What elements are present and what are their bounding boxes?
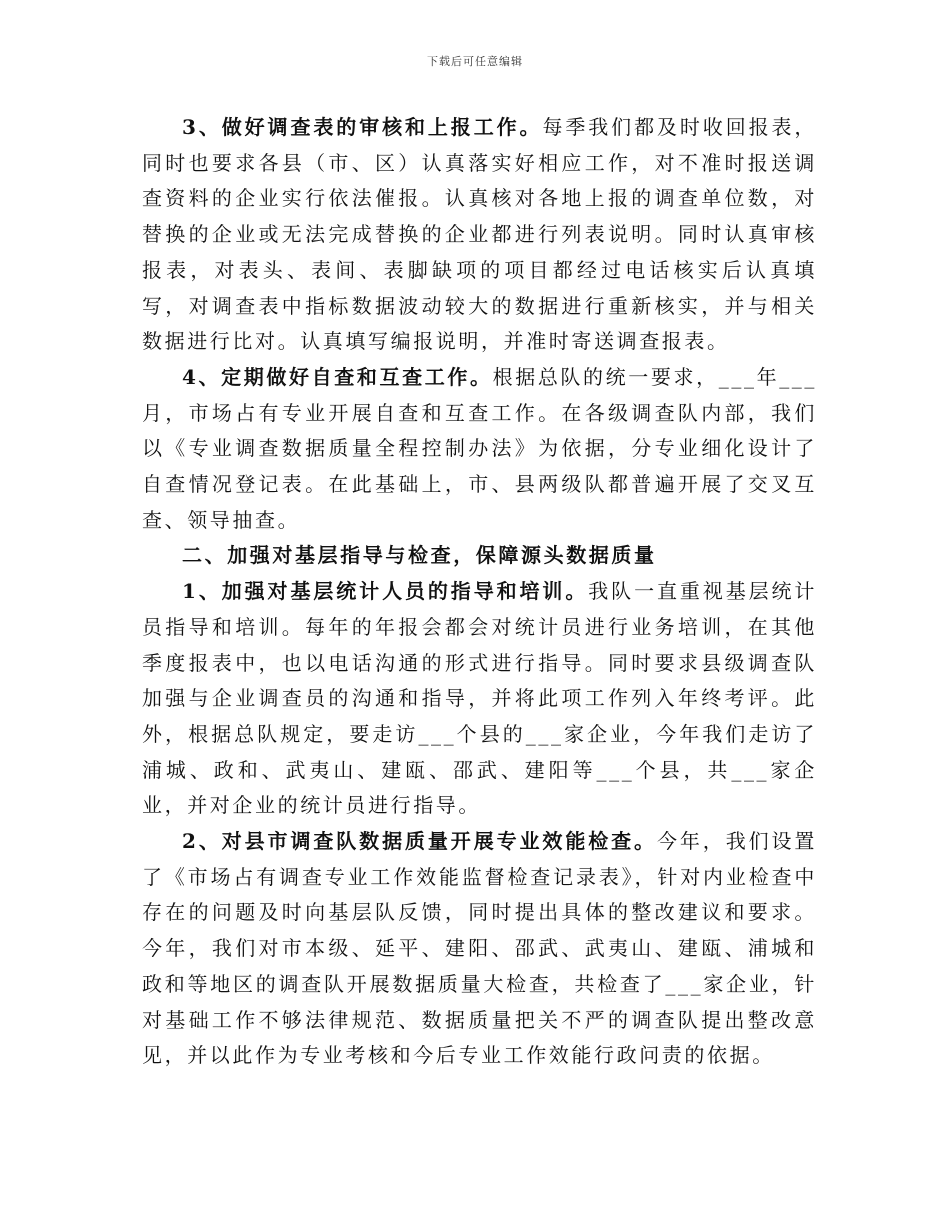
paragraph-text: 每季我们都及时收回报表，同时也要求各县（市、区）认真落实好相应工作，对不准时报送调查资料的企业实行依法催报。认真核对各地上报的调查单位数，对替换的企业或无法完成替换的企业都进行列表说明。同时认真审核报表，对表头、表间、表脚缺项的项目都经过电话核实后认真填写，对调查表中指标数据波动较大的数据进行重新核实，并与相关数据进行比对。认真填写编报说明，并准时寄送调查报表。 [142,115,818,354]
paragraph-text: 根据总队的统一要求，___年___月，市场占有专业开展自查和互查工作。在各级调查队内部，我们以《专业调查数据质量全程控制办法》为依据，分专业细化设计了自查情况登记表。在此基础上，市、县两级队都普遍开展了交叉互查、领导抽查。 [142,364,817,532]
paragraph-text: 今年，我们设置了《市场占有调查专业工作效能监督检查记录表》，针对内业检查中存在的问题及时向基层队反馈，同时提出具体的整改建议和要求。今年，我们对市本级、延平、建阳、邵武、武夷山、建瓯、浦城和政和等地区的调查队开展数据质量大检查，共检查了___家企业，针对基础工作不够法律规范、数据质量把关不严的调查队提出整改意见，并以此作为专业考核和今后专业工作效能行政问责的依据。 [142,829,818,1068]
paragraph-efficiency-check [142,824,817,1074]
paragraph-heading: 3、做好调查表的审核和上报工作。 [182,115,543,139]
paragraph-self-check [142,360,817,539]
paragraph-heading: 2、对县市调查队数据质量开展专业效能检查。 [182,829,657,854]
paragraph-heading: 4、定期做好自查和互查工作。 [182,364,493,389]
document-body [142,110,817,1074]
section-heading-grassroots [142,538,817,574]
paragraph-text: 我队一直重视基层统计员指导和培训。每年的年报会都会对统计员进行业务培训，在其他季度报表中，也以电话沟通的形式进行指导。同时要求县级调查队加强与企业调查员的沟通和指导，并将此项工作列入年终考评。此外，根据总队规定，要走访___个县的___家企业，今年我们走访了浦城、政和、武夷山、建瓯、邵武、建阳等___个县，共___家企业，并对企业的统计员进行指导。 [142,579,818,818]
paragraph-heading: 1、加强对基层统计人员的指导和培训。 [182,579,589,604]
page-header: 下载后可任意编辑 [427,55,523,68]
paragraph-review-reporting [142,110,817,360]
paragraph-training [142,574,817,824]
section-heading: 二、加强对基层指导与检查，保障源头数据质量 [182,543,657,568]
